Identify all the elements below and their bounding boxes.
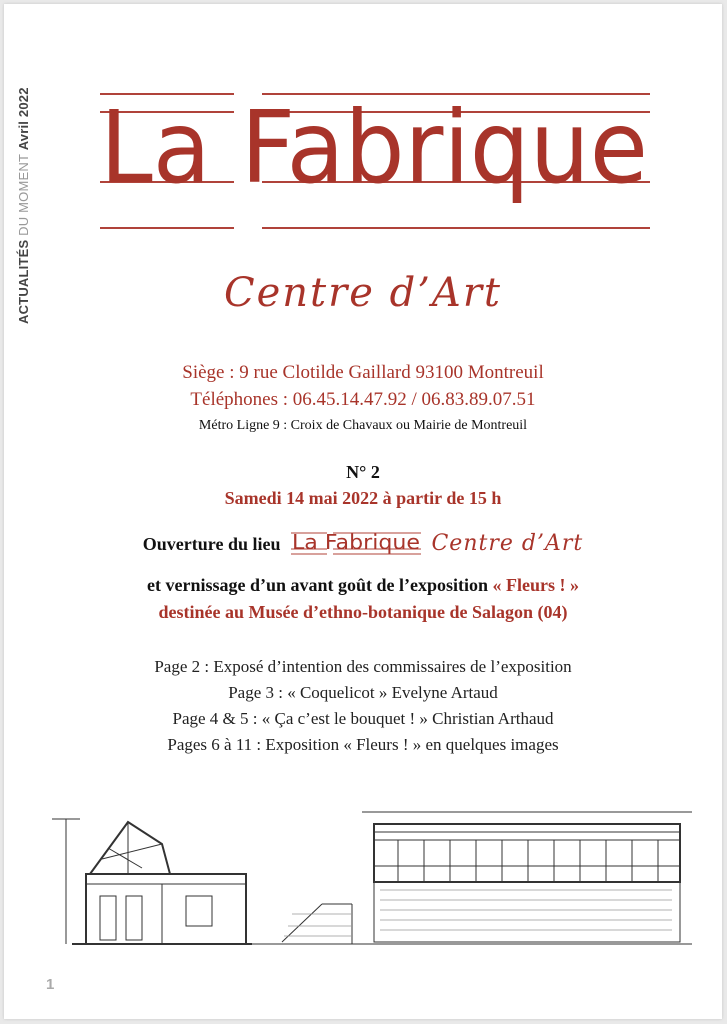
mini-logo	[291, 528, 421, 556]
toc-item: Page 2 : Exposé d’intention des commissaires de l’exposition	[154, 657, 572, 676]
table-of-contents	[4, 654, 722, 758]
logo-subtitle: Centre d’Art	[223, 270, 503, 316]
event-date: Samedi 14 mai 2022 à partir de 15 h	[224, 488, 502, 508]
destination: destinée au Musée d’ethno-botanique de Salagon (04)	[158, 602, 568, 622]
opening-prefix: Ouverture du lieu	[142, 534, 281, 554]
architectural-drawing	[52, 804, 692, 954]
side-caption-part1: ACTUALITÉS	[16, 239, 31, 324]
toc-item: Page 3 : « Coquelicot » Evelyne Artaud	[228, 683, 498, 702]
address: Siège : 9 rue Clotilde Gaillard 93100 Montreuil	[182, 362, 544, 383]
issue-number: N° 2	[346, 462, 380, 482]
side-caption-part3: Avril 2022	[16, 87, 31, 151]
vernissage-prefix: et vernissage d’un avant goût de l’exposition	[147, 575, 493, 595]
toc-item: Pages 6 à 11 : Exposition « Fleurs ! » en quelques images	[167, 735, 559, 754]
opening-line	[4, 528, 722, 556]
opening-sub: Centre d’Art	[431, 531, 584, 556]
vernissage-highlight: « Fleurs ! »	[492, 575, 579, 595]
vernissage-line	[4, 575, 722, 596]
toc-item: Page 4 & 5 : « Ça c’est le bouquet ! » Christian Arthaud	[172, 709, 554, 728]
logo	[4, 4, 722, 264]
page-number: 1	[46, 976, 55, 993]
page	[4, 4, 722, 1019]
phones: Téléphones : 06.45.14.47.92 / 06.83.89.07.51	[190, 389, 536, 410]
metro: Métro Ligne 9 : Croix de Chavaux ou Mairie de Montreuil	[198, 418, 528, 433]
side-caption-part2: DU MOMENT	[16, 154, 31, 236]
logo-title: La Fabrique	[100, 89, 648, 206]
mini-logo-title: La Fabrique	[291, 530, 420, 554]
